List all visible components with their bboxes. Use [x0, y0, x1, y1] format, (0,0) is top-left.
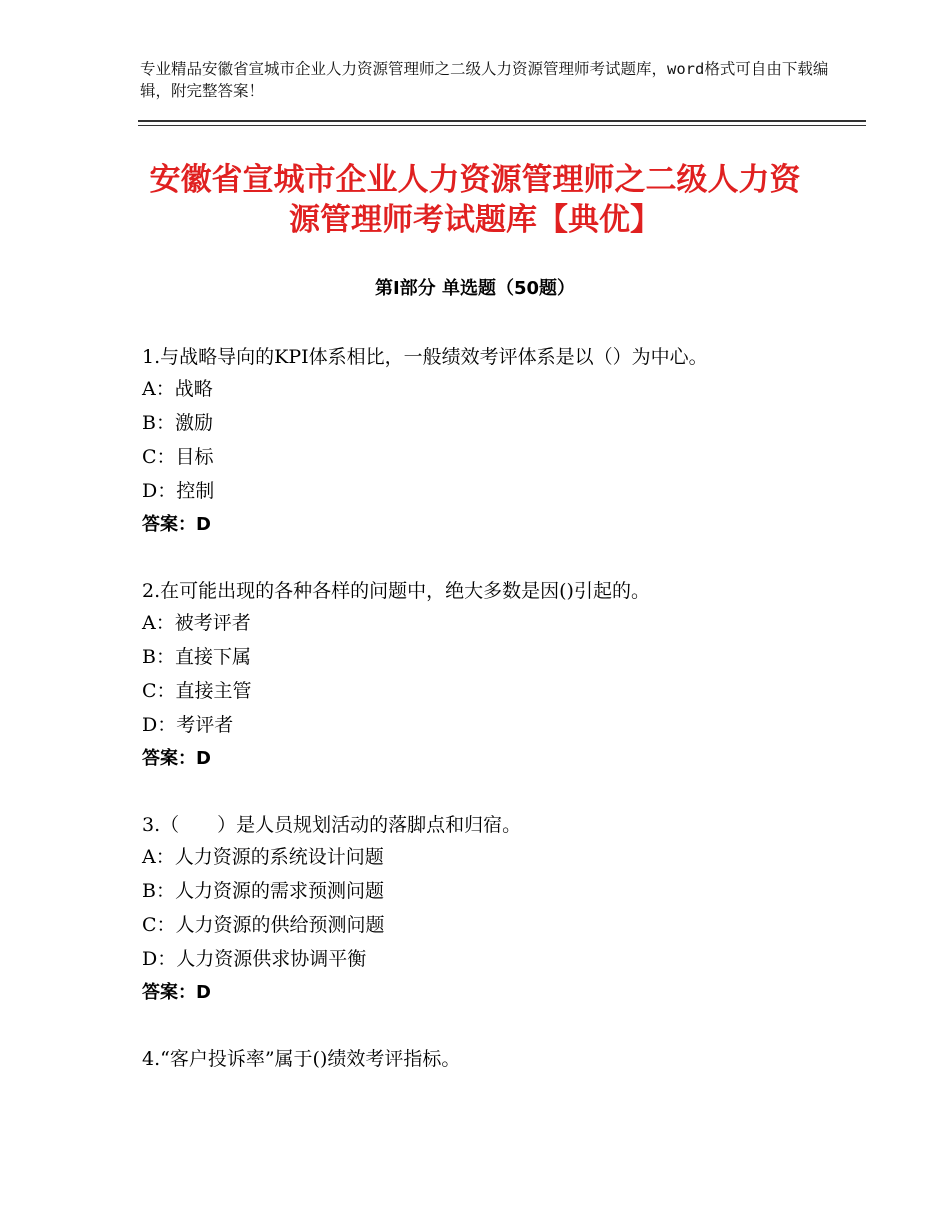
option-a: A：被考评者: [142, 612, 251, 634]
question-2: [142, 576, 862, 776]
section-title: 第Ⅰ部分 单选题（50题）: [374, 278, 575, 299]
answer: 答案：D: [142, 748, 211, 769]
option-c: C：目标: [142, 446, 214, 468]
question-4: [142, 1044, 862, 1074]
question-stem: 2.在可能出现的各种各样的问题中，绝大多数是因()引起的。: [142, 580, 650, 602]
option-c: C：人力资源的供给预测问题: [142, 914, 385, 936]
question-list: [142, 342, 862, 1108]
question-stem: 4.“客户投诉率”属于()绩效考评指标。: [142, 1048, 461, 1070]
option-c: C：直接主管: [142, 680, 252, 702]
option-a: A：人力资源的系统设计问题: [142, 846, 384, 868]
header-divider-thick: [138, 120, 866, 122]
question-stem: 1.与战略导向的KPI体系相比，一般绩效考评体系是以（）为中心。: [142, 346, 708, 368]
option-d: D：控制: [142, 480, 215, 502]
option-b: B：直接下属: [142, 646, 251, 668]
option-a: A：战略: [142, 378, 213, 400]
option-d: D：考评者: [142, 714, 234, 736]
document-title: 安徽省宣城市企业人力资源管理师之二级人力资源管理师考试题库【典优】: [149, 162, 801, 238]
option-d: D：人力资源供求协调平衡: [142, 948, 367, 970]
question-stem: 3.（ ）是人员规划活动的落脚点和归宿。: [142, 814, 522, 836]
answer: 答案：D: [142, 982, 211, 1003]
question-1: [142, 342, 862, 542]
option-b: B：激励: [142, 412, 213, 434]
option-b: B：人力资源的需求预测问题: [142, 880, 384, 902]
header-note: 专业精品安徽省宣城市企业人力资源管理师之二级人力资源管理师考试题库，word格式可自由下载编辑，附完整答案！: [140, 60, 829, 100]
answer: 答案：D: [142, 514, 211, 535]
header-divider-thin: [138, 125, 866, 126]
question-3: [142, 810, 862, 1010]
